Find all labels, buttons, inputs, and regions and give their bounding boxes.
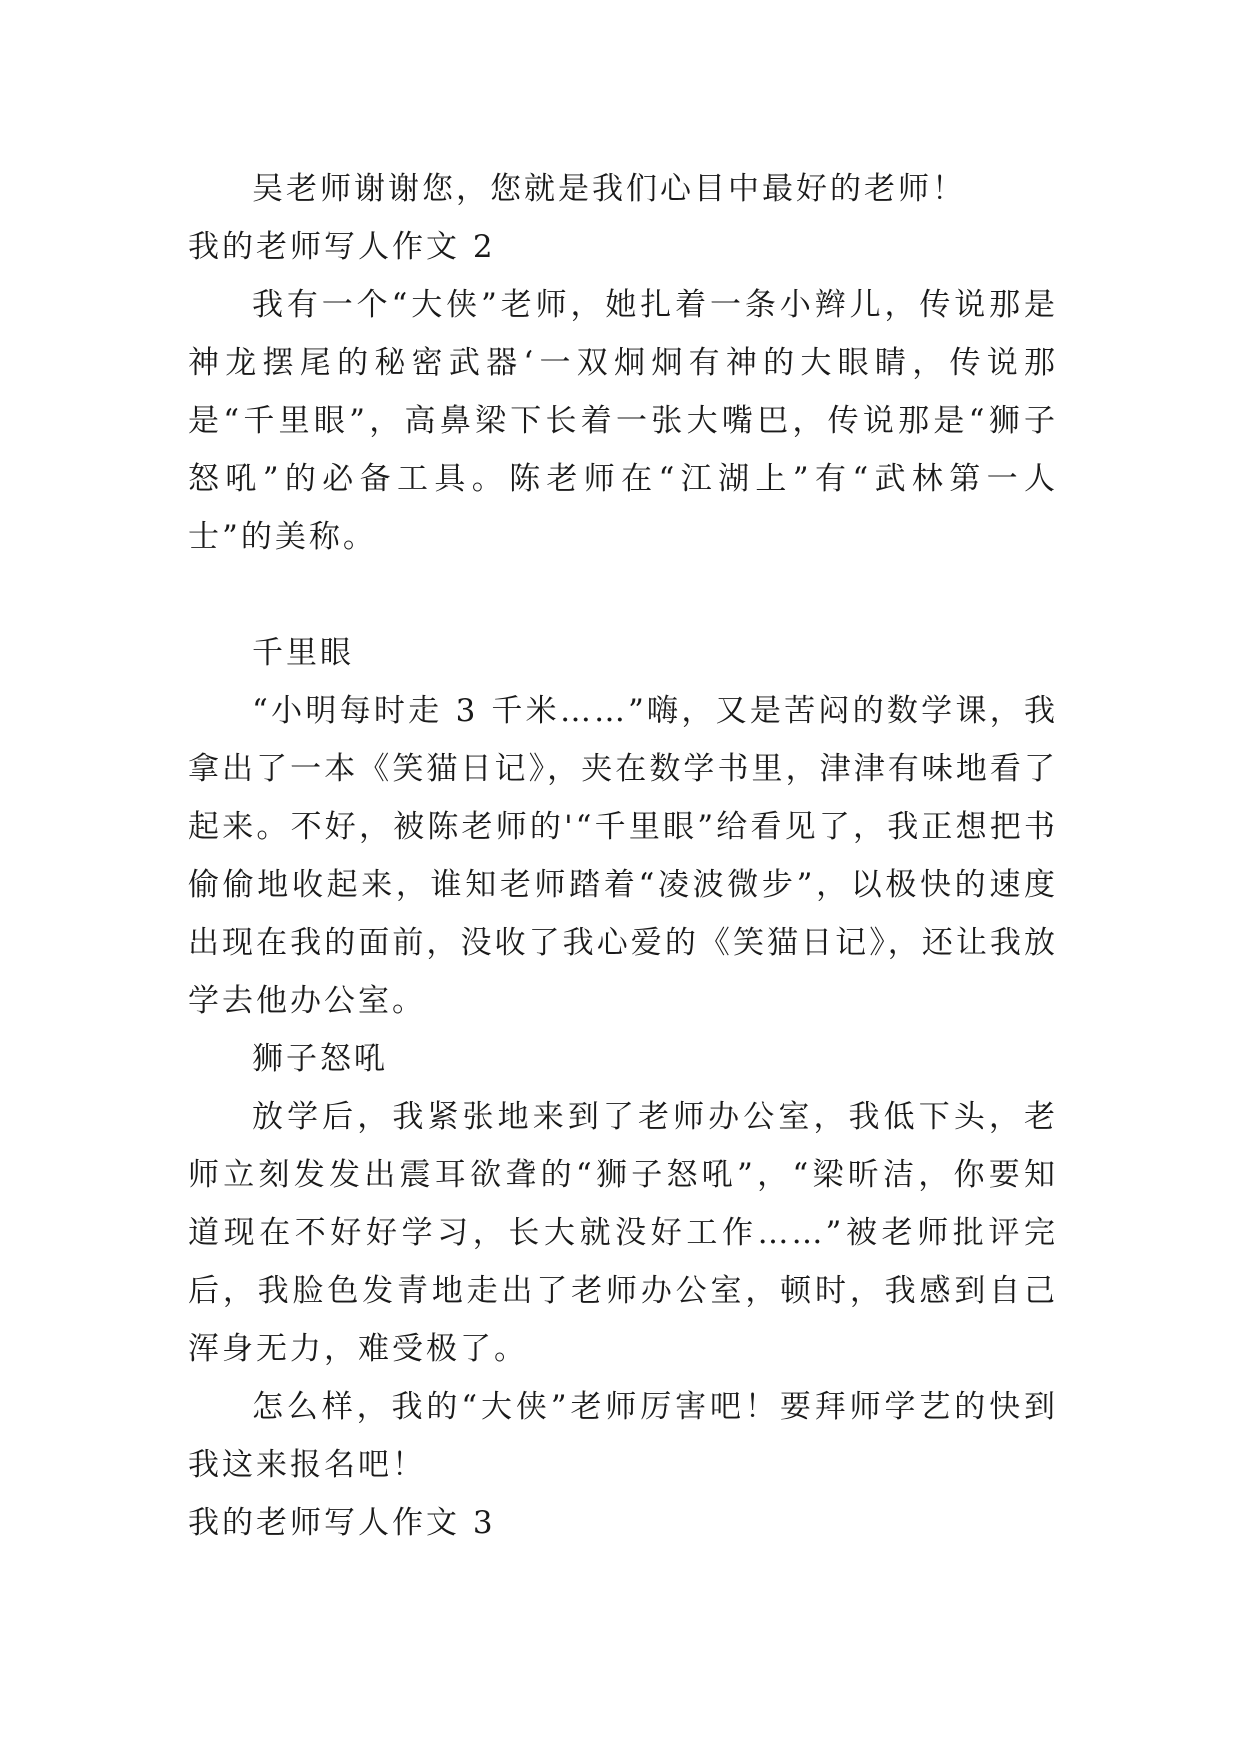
paragraph-math-class: “小明每时走 3 千米……”嗨，又是苦闷的数学课，我拿出了一本《笑猫日记》，夹在数学书里，津津有味地看了起来。不好，被陈老师的'“千里眼”给看见了，我正想把书偷偷地收起来，谁知老师踏着“凌波微步”，以极快的速度出现在我的面前，没收了我心爱的《笑猫日记》，还让我放学去他办公室。 (188, 693, 1058, 1019)
paragraph-conclusion: 怎么样，我的“大侠”老师厉害吧！要拜师学艺的快到我这来报名吧！ (188, 1389, 1058, 1483)
subheading-shizi-nuhou: 狮子怒吼 (252, 1041, 388, 1077)
blank-line (188, 566, 1058, 624)
paragraph-intro-hero-teacher: 我有一个“大侠”老师，她扎着一条小辫儿，传说那是神龙摆尾的秘密武器‘一双炯炯有神的大眼睛，传说那是“千里眼”，高鼻梁下长着一张大嘴巴，传说那是“狮子怒吼”的必备工具。陈老师在“江湖上”有“武林第一人士”的美称。 (188, 287, 1058, 555)
paragraph-after-school: 放学后，我紧张地来到了老师办公室，我低下头，老师立刻发发出震耳欲聋的“狮子怒吼”，“梁昕洁，你要知道现在不好好学习，长大就没好工作……”被老师批评完后，我脸色发青地走出了老师办公室，顿时，我感到自己浑身无力，难受极了。 (188, 1099, 1058, 1367)
subheading-qianliyan: 千里眼 (252, 635, 354, 671)
document-body (188, 160, 1058, 1552)
essay-title-2: 我的老师写人作文 2 (188, 229, 496, 265)
paragraph-closing-thanks: 吴老师谢谢您，您就是我们心目中最好的老师！ (252, 171, 966, 207)
essay-title-3: 我的老师写人作文 3 (188, 1505, 496, 1541)
